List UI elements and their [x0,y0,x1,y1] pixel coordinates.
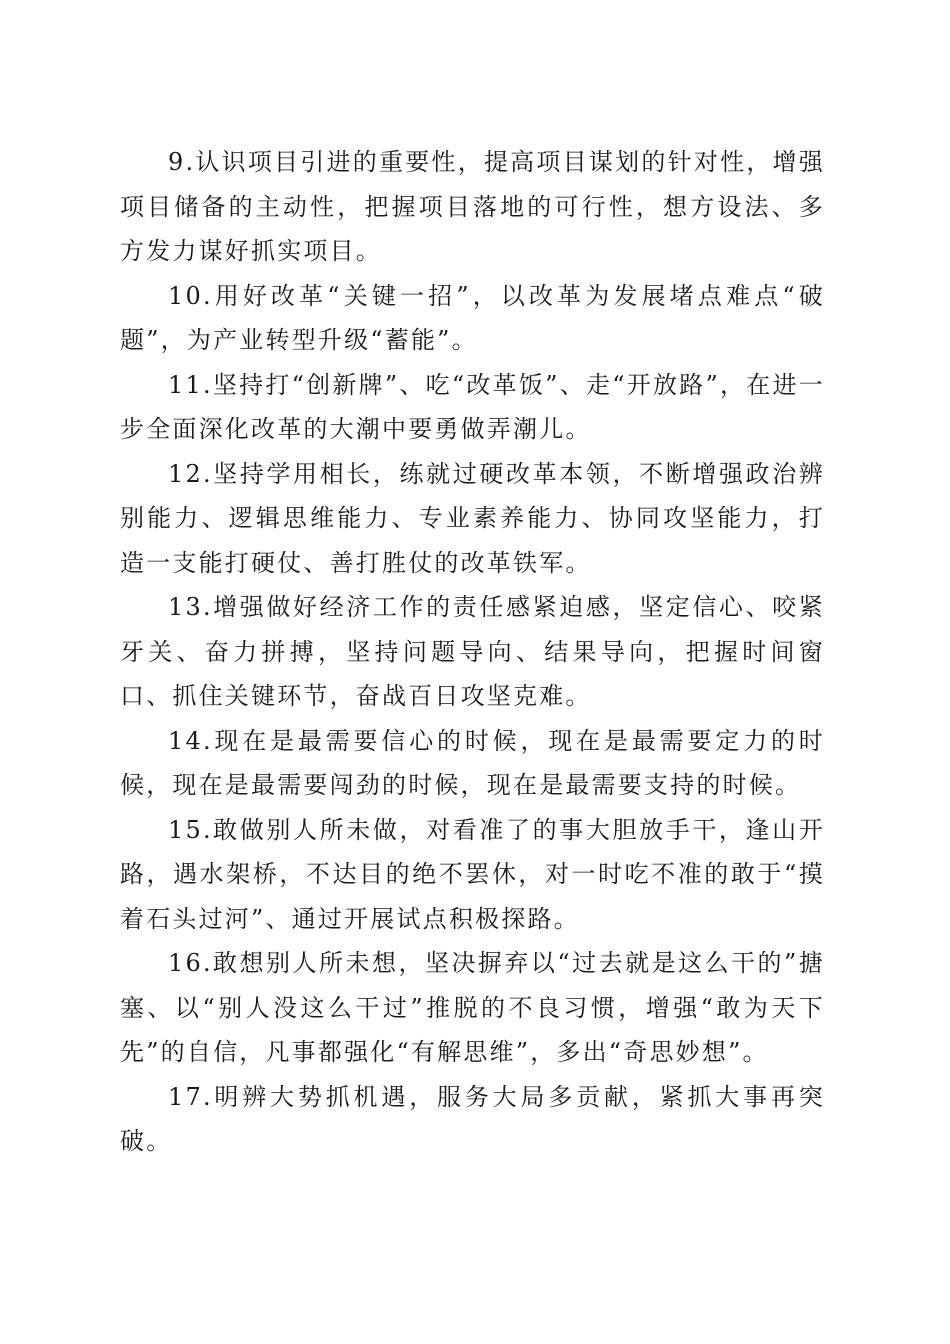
paragraph-13: 13.增强做好经济工作的责任感紧迫感，坚定信心、咬紧牙关、奋力拼搏，坚持问题导向、结果导向，把握时间窗口、抓住关键环节，奋战百日攻坚克难。 [120,593,825,710]
paragraph-9: 9.认识项目引进的重要性，提高项目谋划的针对性，增强项目储备的主动性，把握项目落地的可行性，想方设法、多方发力谋好抓实项目。 [120,148,825,265]
paragraph-14: 14.现在是最需要信心的时候，现在是最需要定力的时候，现在是最需要闯劲的时候，现在是最需要支持的时候。 [120,726,825,799]
document-body [120,140,825,1164]
paragraph-16: 16.敢想别人所未想，坚决摒弃以“过去就是这么干的”搪塞、以“别人没这么干过”推脱的不良习惯，增强“敢为天下先”的自信，凡事都强化“有解思维”，多出“奇思妙想”。 [120,949,825,1066]
paragraph-15: 15.敢做别人所未做，对看准了的事大胆放手干，逢山开路，遇水架桥，不达目的绝不罢休，对一时吃不准的敢于“摸着石头过河”、通过开展试点积极探路。 [120,815,825,933]
paragraph-10: 10.用好改革“关键一招”，以改革为发展堵点难点“破题”，为产业转型升级“蓄能”。 [120,281,825,354]
paragraph-12: 12.坚持学用相长，练就过硬改革本领，不断增强政治辨别能力、逻辑思维能力、专业素养能力、协同攻坚能力，打造一支能打硬仗、善打胜仗的改革铁军。 [120,459,825,577]
paragraph-17: 17.明辨大势抓机遇，服务大局多贡献，紧抓大事再突破。 [120,1082,825,1155]
paragraph-11: 11.坚持打“创新牌”、吃“改革饭”、走“开放路”，在进一步全面深化改革的大潮中要勇做弄潮儿。 [120,370,825,443]
